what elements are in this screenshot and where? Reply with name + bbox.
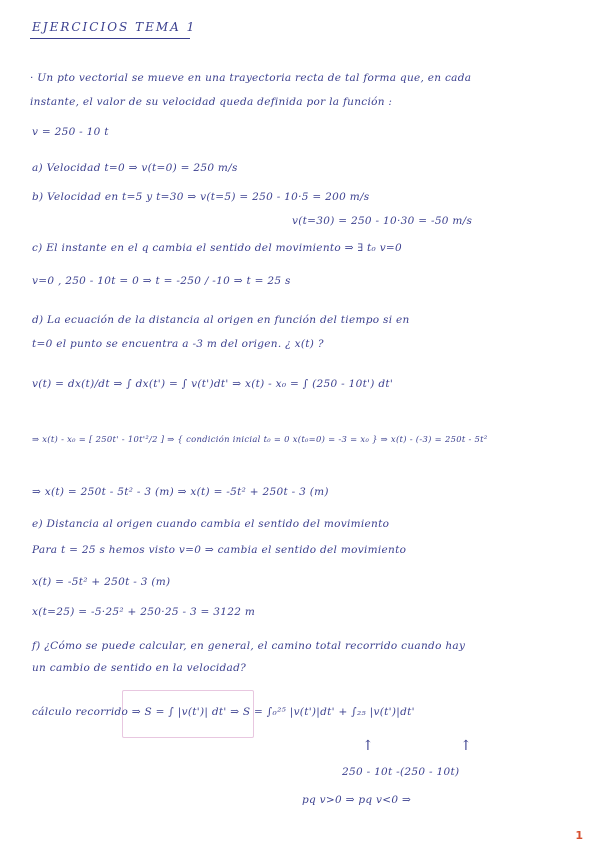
text-line: x(t=25) = -5·25² + 250·25 - 3 = 3122 m: [32, 606, 256, 618]
text-line: v(t=30) = 250 - 10·30 = -50 m/s: [292, 215, 473, 227]
text-line: v=0 , 250 - 10t = 0 ⇒ t = -250 / -10 ⇒ t = 25 s: [32, 275, 291, 287]
text-line: t=0 el punto se encuentra a -3 m del origen. ¿ x(t) ?: [32, 338, 324, 350]
text-line: 250 - 10t -(250 - 10t): [342, 766, 460, 778]
up-arrow-icon: ↑: [460, 738, 472, 754]
text-line: b) Velocidad en t=5 y t=30 ⇒ v(t=5) = 250 - 10·5 = 200 m/s: [32, 191, 370, 203]
text-line: f) ¿Cómo se puede calcular, en general, el camino total recorrido cuando hay: [32, 640, 466, 652]
title-underline: [30, 38, 190, 39]
up-arrow-icon: ↑: [362, 738, 374, 754]
page-title: EJERCICIOS TEMA 1: [32, 20, 197, 34]
text-line: e) Distancia al origen cuando cambia el sentido del movimiento: [32, 518, 390, 530]
text-line: pq v>0 ⇒ pq v<0 ⇒: [302, 794, 412, 806]
text-line: · Un pto vectorial se mueve en una trayectoria recta de tal forma que, en cada: [30, 72, 472, 84]
text-line: v = 250 - 10 t: [32, 126, 109, 138]
page-number: 1: [575, 829, 583, 842]
text-line: d) La ecuación de la distancia al origen en función del tiempo si en: [32, 314, 410, 326]
text-line: un cambio de sentido en la velocidad?: [32, 662, 247, 674]
text-line: cálculo recorrido ⇒ S = ∫ |v(t')| dt' ⇒ S = ∫₀²⁵ |v(t')|dt' + ∫₂₅ |v(t')|dt': [32, 706, 415, 718]
text-line: ⇒ x(t) - x₀ = [ 250t' - 10t'²/2 ] ⇒ { condición inicial t₀ = 0 x(t₀=0) = -3 = x₀ } ⇒ x(t) - (-3) = 250t - 5t²: [32, 434, 488, 444]
text-line: v(t) = dx(t)/dt ⇒ ∫ dx(t') = ∫ v(t')dt' ⇒ x(t) - x₀ = ∫ (250 - 10t') dt': [32, 378, 394, 390]
text-line: a) Velocidad t=0 ⇒ v(t=0) = 250 m/s: [32, 162, 238, 174]
text-line: Para t = 25 s hemos visto v=0 ⇒ cambia el sentido del movimiento: [32, 544, 407, 556]
text-line: x(t) = -5t² + 250t - 3 (m): [32, 576, 171, 588]
text-line: instante, el valor de su velocidad queda definida por la función :: [30, 96, 393, 108]
text-line: c) El instante en el q cambia el sentido del movimiento ⇒ ∃ t₀ v=0: [32, 242, 403, 254]
text-line: ⇒ x(t) = 250t - 5t² - 3 (m) ⇒ x(t) = -5t² + 250t - 3 (m): [32, 486, 329, 498]
